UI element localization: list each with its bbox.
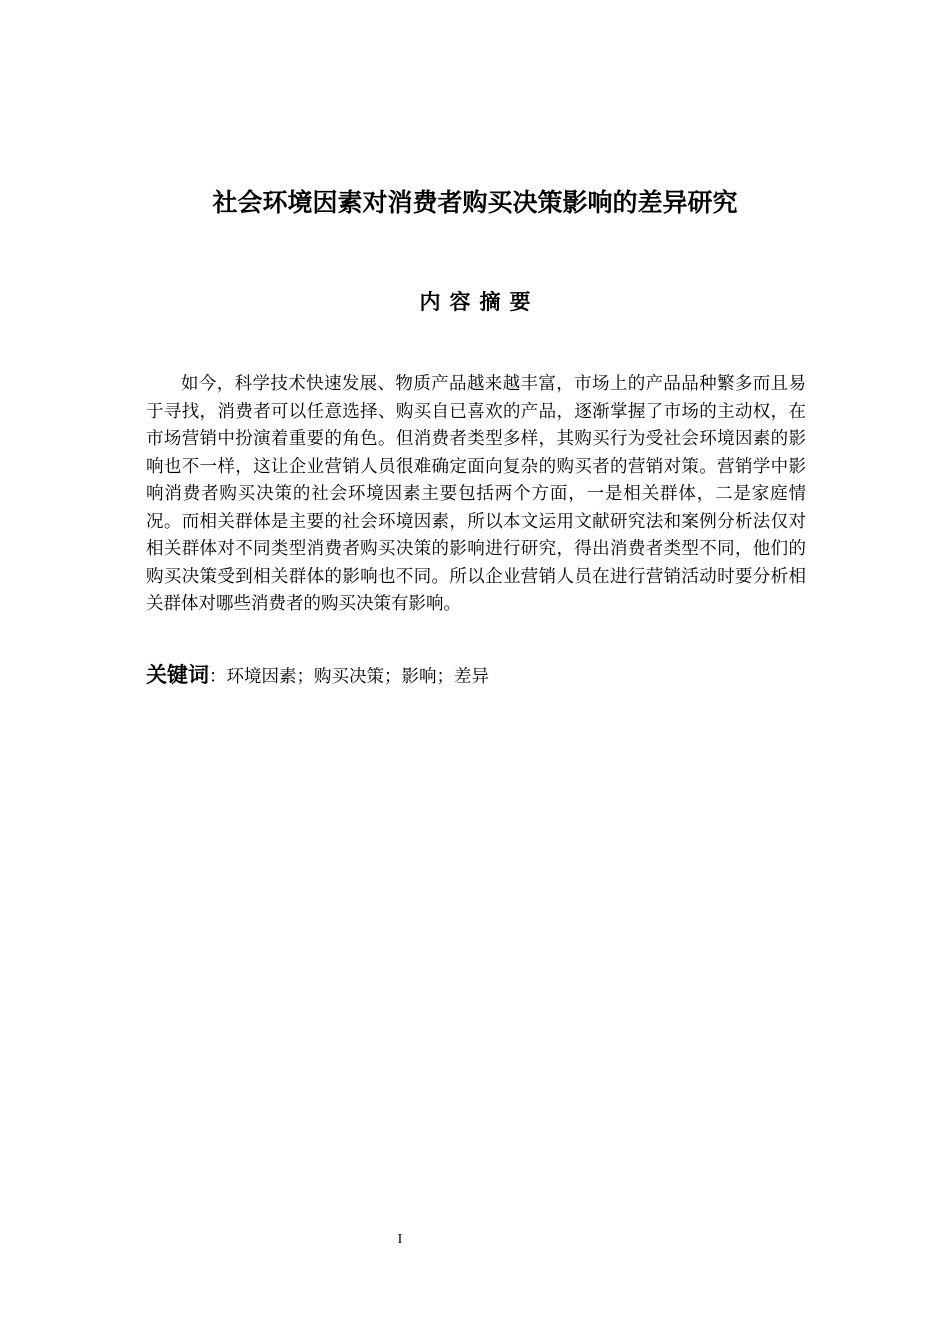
keywords-text: 环境因素；购买决策；影响；差异 — [226, 667, 489, 687]
page-number: I — [397, 1232, 403, 1247]
abstract-heading: 内容摘要 — [419, 290, 540, 314]
keywords-line — [146, 659, 806, 693]
keywords-label: 关键词 — [146, 663, 209, 687]
abstract-body: 如今，科学技术快速发展、物质产品越来越丰富，市场上的产品品种繁多而且易于寻找，消费者可以任意选择、购买自已喜欢的产品，逐渐掌握了市场的主动权，在市场营销中扮演着重要的角色。但消费者类型多样，其购买行为受社会环境因素的影响也不一样，这让企业营销人员很难确定面向复杂的购买者的营销对策。营销学中影响消费者购买决策的社会环境因素主要包括两个方面，一是相关群体，二是家庭情况。而相关群体是主要的社会环境因素，所以本文运用文献研究法和案例分析法仅对相关群体对不同类型消费者购买决策的影响进行研究，得出消费者类型不同，他们的购买决策受到相关群体的影响也不同。所以企业营销人员在进行营销活动时要分析相关群体对哪些消费者的购买决策有影响。 — [146, 374, 806, 614]
document-title: 社会环境因素对消费者购买决策影响的差异研究 — [212, 188, 738, 217]
keywords-separator: ： — [209, 667, 227, 687]
